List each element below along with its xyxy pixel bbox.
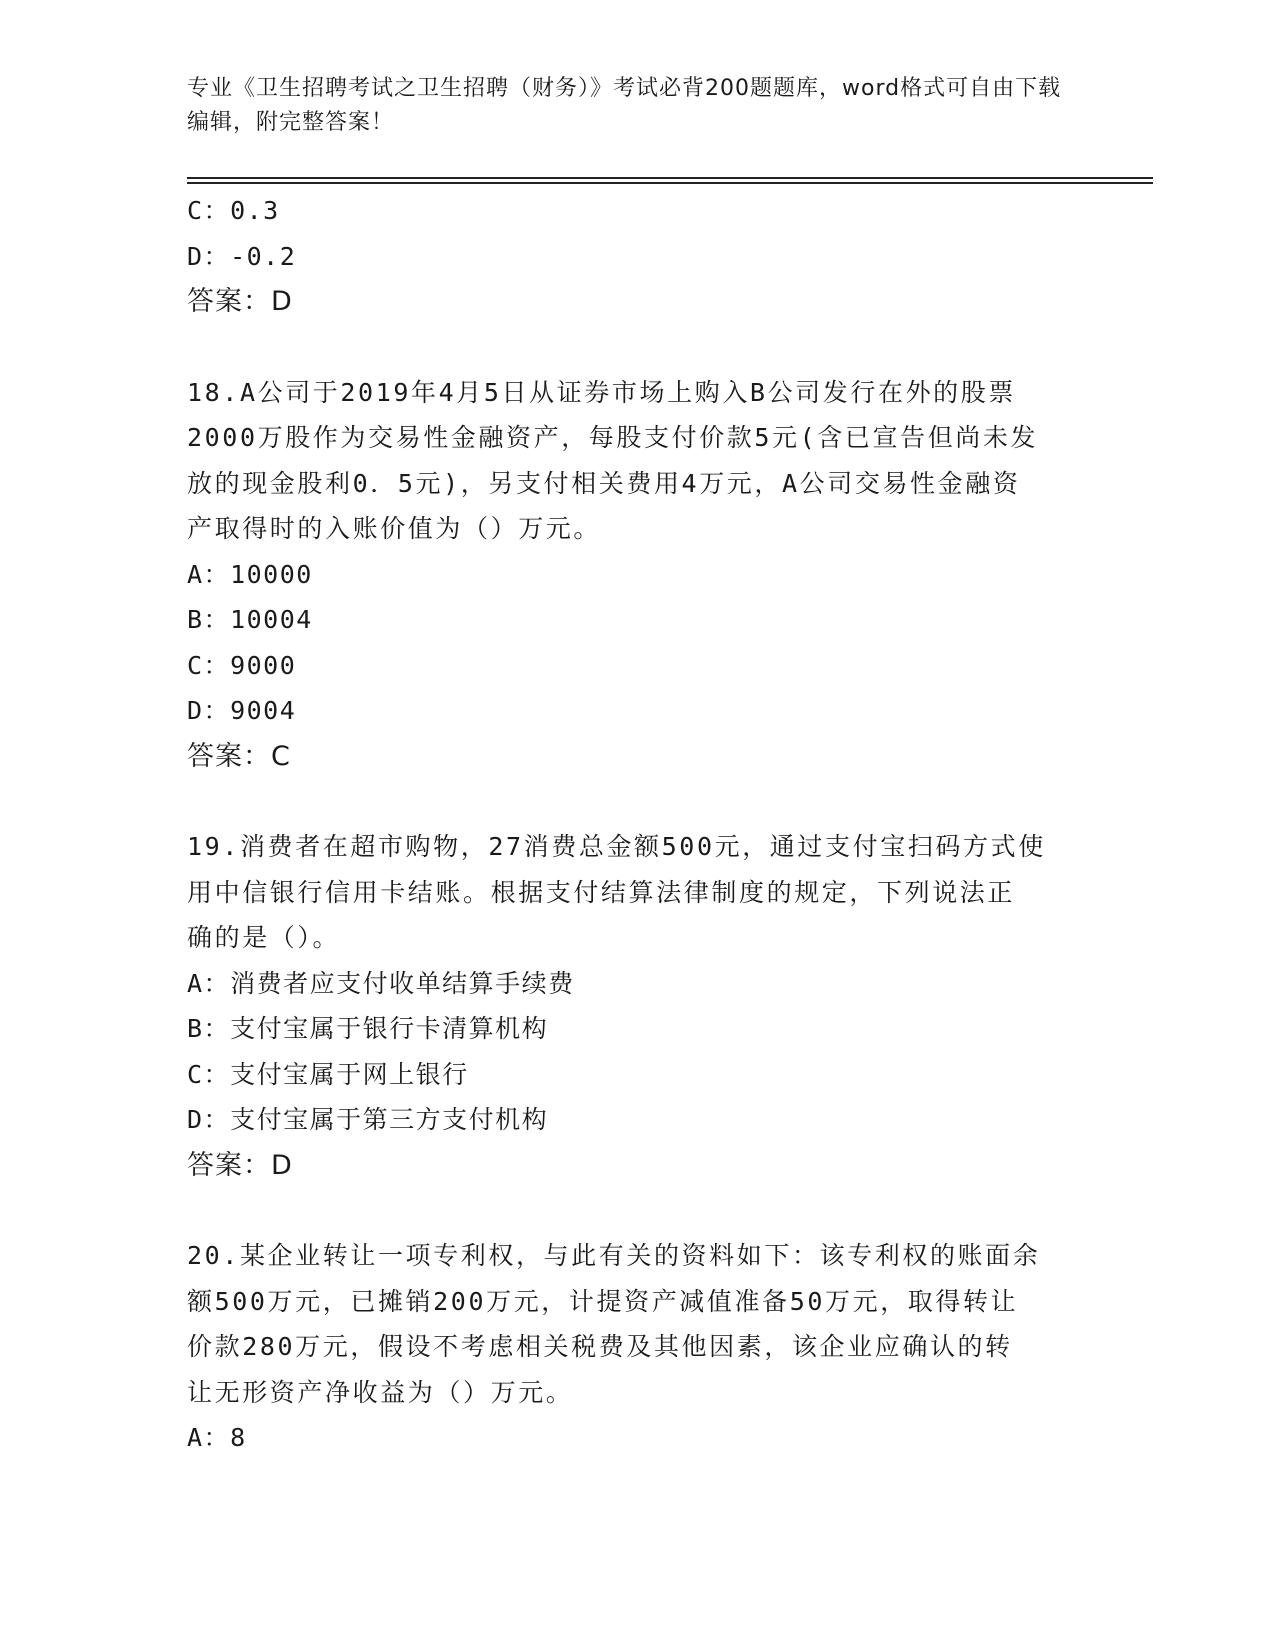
question-text-line: 价款280万元，假设不考虑相关税费及其他因素，该企业应确认的转 bbox=[187, 1332, 1013, 1361]
option-d: D：支付宝属于第三方支付机构 bbox=[187, 1105, 549, 1134]
header-text: 专业《卫生招聘考试之卫生招聘（财务）》考试必背200题题库，word格式可自由下载编辑，附完整答案！ bbox=[187, 76, 1062, 135]
header-divider-bottom bbox=[187, 182, 1153, 184]
question-text-line: 放的现金股利0．5元)，另支付相关费用4万元，A公司交易性金融资 bbox=[187, 468, 1021, 498]
option-d: D：-0.2 bbox=[187, 241, 297, 271]
answer: 答案：D bbox=[187, 1149, 293, 1181]
header-divider-top bbox=[187, 177, 1153, 179]
option-d: D：9004 bbox=[187, 696, 297, 725]
option-a: A：8 bbox=[187, 1423, 247, 1452]
question-text-line: 用中信银行信用卡结账。根据支付结算法律制度的规定，下列说法正 bbox=[187, 877, 1016, 907]
question-19 bbox=[187, 824, 1087, 1188]
option-b: B：支付宝属于银行卡清算机构 bbox=[187, 1014, 549, 1043]
question-text-line: 19.消费者在超市购物，27消费总金额500元，通过支付宝扫码方式使 bbox=[187, 832, 1046, 861]
question-text-line: 2000万股作为交易性金融资产，每股支付价款5元(含已宣告但尚未发 bbox=[187, 423, 1039, 452]
question-text-line: 18.A公司于2019年4月5日从证券市场上购入B公司发行在外的股票 bbox=[187, 377, 1016, 407]
option-a: A：10000 bbox=[187, 559, 313, 589]
question-20 bbox=[187, 1233, 1087, 1461]
question-18 bbox=[187, 370, 1087, 780]
option-b: B：10004 bbox=[187, 605, 313, 634]
option-c: C：支付宝属于网上银行 bbox=[187, 1059, 469, 1089]
document-header bbox=[187, 72, 1067, 140]
question-content bbox=[187, 188, 1087, 1461]
question-17-tail bbox=[187, 188, 1087, 325]
question-text-line: 确的是（）。 bbox=[187, 923, 341, 952]
answer: 答案：D bbox=[187, 286, 293, 317]
option-c: C：0.3 bbox=[187, 196, 280, 225]
question-text-line: 额500万元，已摊销200万元，计提资产减值准备50万元，取得转让 bbox=[187, 1286, 1019, 1316]
option-c: C：9000 bbox=[187, 650, 297, 680]
question-text-line: 产取得时的入账价值为（）万元。 bbox=[187, 514, 602, 543]
question-text-line: 让无形资产净收益为（）万元。 bbox=[187, 1377, 574, 1407]
option-a: A：消费者应支付收单结算手续费 bbox=[187, 968, 575, 998]
question-text-line: 20.某企业转让一项专利权，与此有关的资料如下：该专利权的账面余 bbox=[187, 1241, 1041, 1270]
answer: 答案：C bbox=[187, 740, 291, 772]
